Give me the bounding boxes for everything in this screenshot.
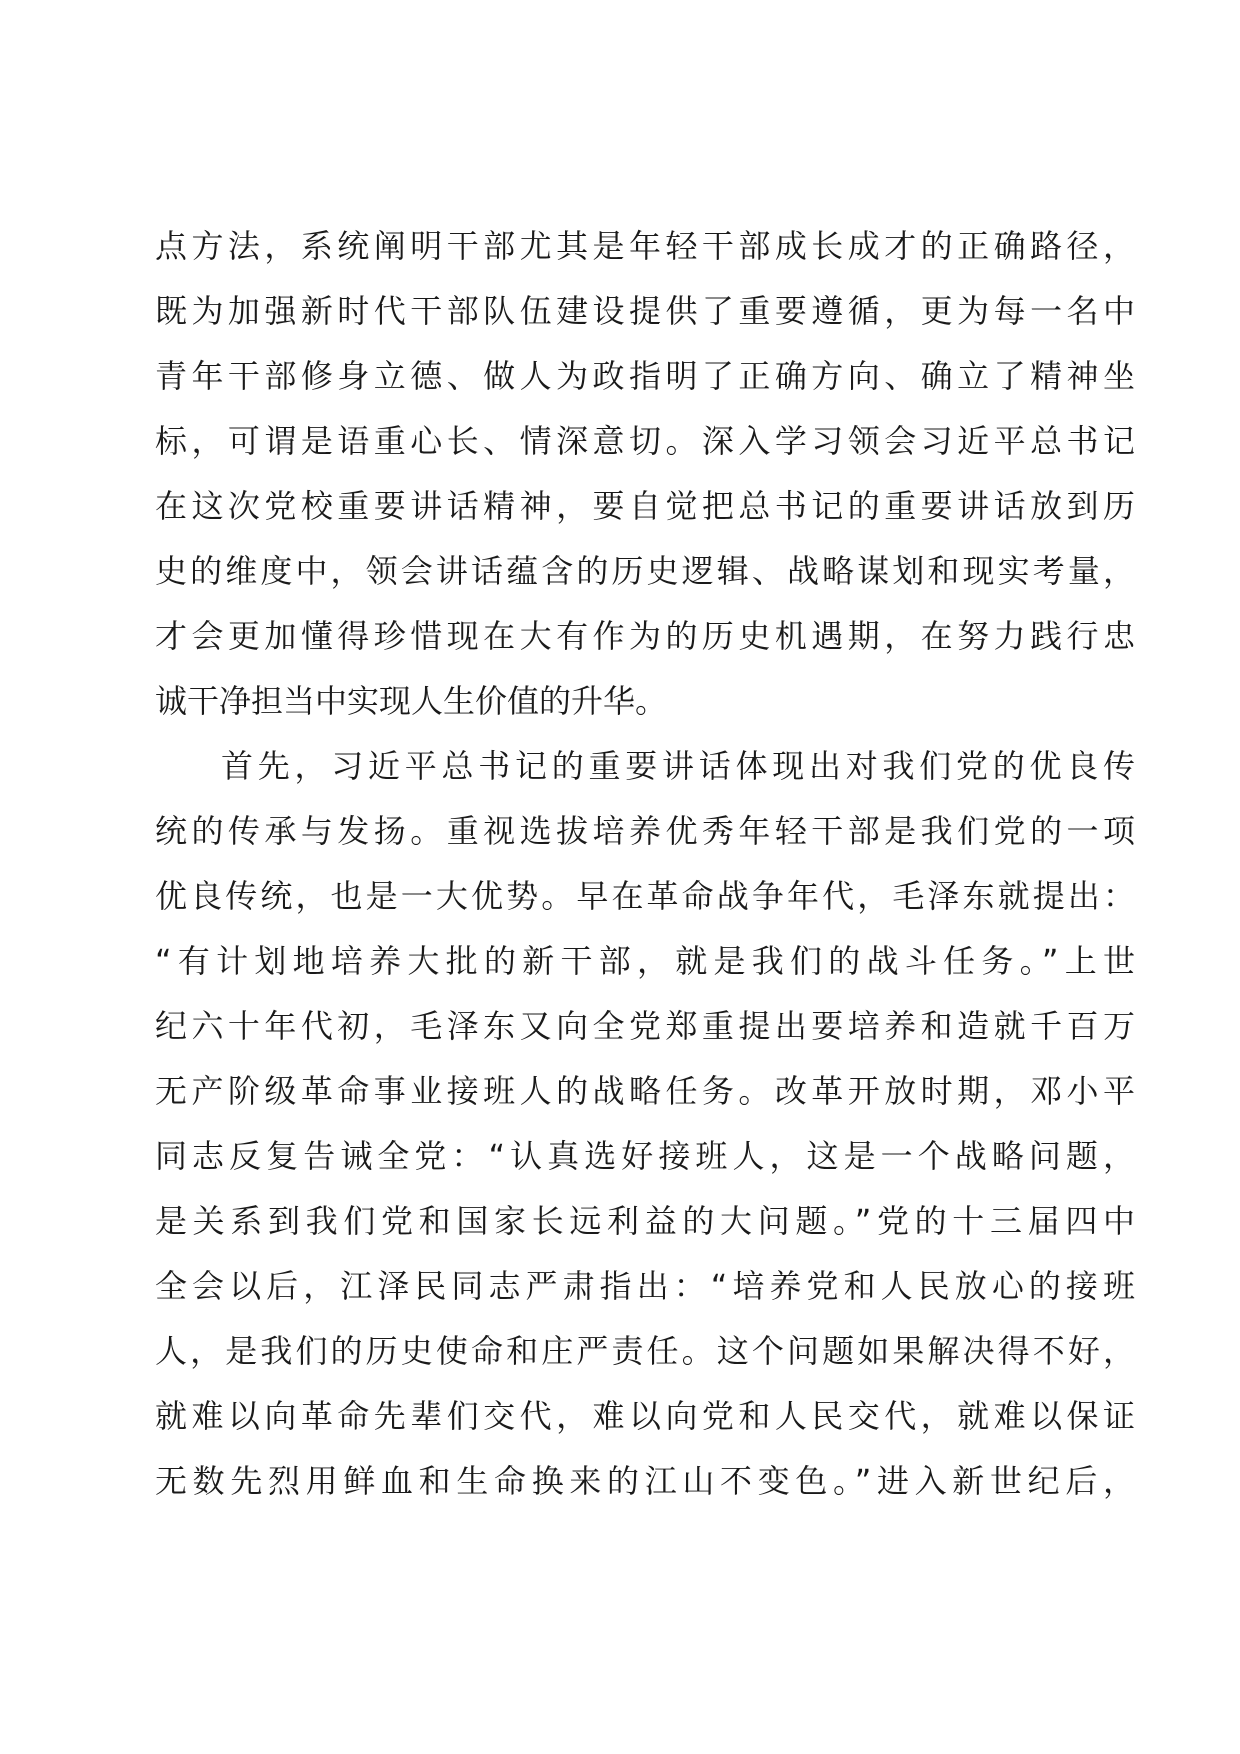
- paragraph-1: [155, 214, 1135, 734]
- body-text: [155, 214, 1135, 1514]
- text-line: 标，可谓是语重心长、情深意切。深入学习领会习近平总书记: [155, 422, 1135, 460]
- text-line: 才会更加懂得珍惜现在大有作为的历史机遇期，在努力践行忠: [155, 617, 1135, 655]
- text-line: 青年干部修身立德、做人为政指明了正确方向、确立了精神坐: [155, 357, 1135, 395]
- text-line: 无产阶级革命事业接班人的战略任务。改革开放时期，邓小平: [155, 1072, 1135, 1110]
- text-line: 全会以后，江泽民同志严肃指出：“培养党和人民放心的接班: [155, 1267, 1135, 1305]
- text-line: 既为加强新时代干部队伍建设提供了重要遵循，更为每一名中: [155, 292, 1135, 330]
- text-line: 统的传承与发扬。重视选拔培养优秀年轻干部是我们党的一项: [155, 812, 1135, 850]
- text-line: 纪六十年代初，毛泽东又向全党郑重提出要培养和造就千百万: [155, 1007, 1135, 1045]
- text-line: 就难以向革命先辈们交代，难以向党和人民交代，就难以保证: [155, 1397, 1135, 1435]
- text-line: 是关系到我们党和国家长远利益的大问题。”党的十三届四中: [155, 1202, 1135, 1240]
- text-line: 点方法，系统阐明干部尤其是年轻干部成长成才的正确路径，: [155, 227, 1135, 265]
- text-line: 同志反复告诫全党：“认真选好接班人，这是一个战略问题，: [155, 1137, 1135, 1175]
- text-line: 首先，习近平总书记的重要讲话体现出对我们党的优良传: [221, 747, 1135, 785]
- text-line: 无数先烈用鲜血和生命换来的江山不变色。”进入新世纪后，: [155, 1462, 1135, 1500]
- text-line: 在这次党校重要讲话精神，要自觉把总书记的重要讲话放到历: [155, 487, 1135, 525]
- text-line: 史的维度中，领会讲话蕴含的历史逻辑、战略谋划和现实考量，: [155, 552, 1135, 590]
- paragraph-2: [155, 734, 1135, 1514]
- text-line: 人，是我们的历史使命和庄严责任。这个问题如果解决得不好，: [155, 1332, 1135, 1370]
- text-line: 优良传统，也是一大优势。早在革命战争年代，毛泽东就提出：: [155, 877, 1135, 915]
- text-line: “有计划地培养大批的新干部，就是我们的战斗任务。”上世: [155, 942, 1135, 980]
- text-line: 诚干净担当中实现人生价值的升华。: [155, 682, 668, 720]
